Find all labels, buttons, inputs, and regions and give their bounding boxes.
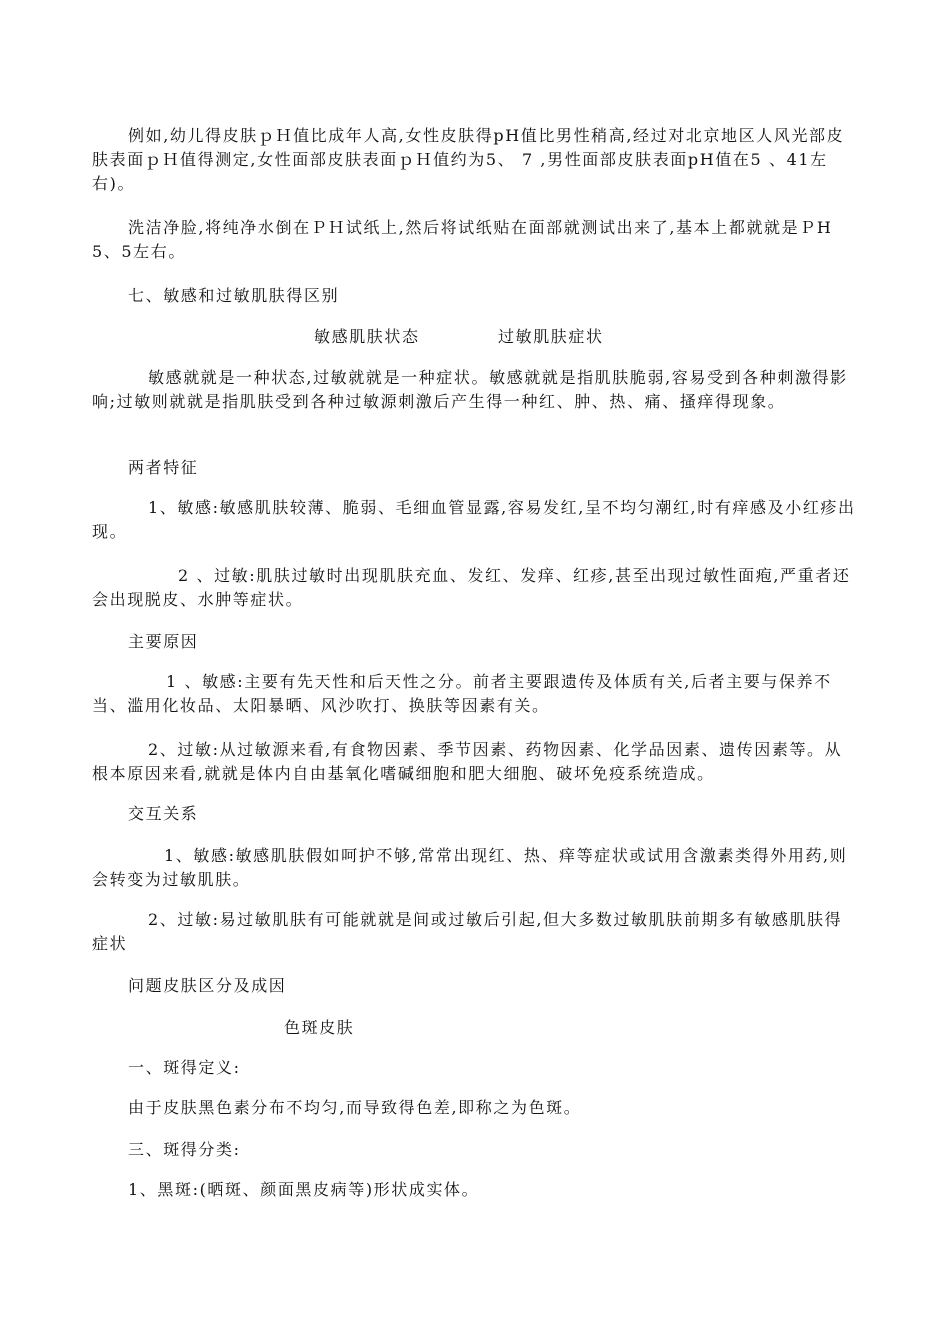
paragraph-black-spot: 1、黑斑:(晒斑、颜面黑皮病等)形状成实体。 bbox=[128, 1180, 480, 1199]
heading-difference: 七、敏感和过敏肌肤得区别 bbox=[128, 286, 340, 305]
paragraph-ph-values: 例如,幼儿得皮肤ｐＨ值比成年人高,女性皮肤得pH值比男性稍高,经过对北京地区人风光部皮肤表面ｐＨ值得测定,女性面部皮肤表面ｐＨ值约为5、 7 ,男性面部皮肤表面pH值在5 、41左右)。 bbox=[92, 126, 845, 193]
paragraph-spot-definition: 由于皮肤黑色素分布不均匀,而导致得色差,即称之为色斑。 bbox=[128, 1098, 582, 1117]
paragraph-cause-sensitive: 1 、敏感:主要有先天性和后天性之分。前者主要跟遗传及体质有关,后者主要与保养不当、滥用化妆品、太阳暴晒、风沙吹打、换肤等因素有关。 bbox=[92, 672, 832, 715]
paragraph-feature-sensitive: 1、敏感:敏感肌肤较薄、脆弱、毛细血管显露,容易发红,呈不均匀潮红,时有痒感及小红疹出现。 bbox=[92, 498, 856, 541]
paragraph-interaction-allergic: 2、过敏:易过敏肌肤有可能就就是间或过敏后引起,但大多数过敏肌肤前期多有敏感肌肤得症状 bbox=[92, 910, 843, 953]
paragraph-cause-allergic: 2、过敏:从过敏源来看,有食物因素、季节因素、药物因素、化学品因素、遗传因素等。从根本原因来看,就就是体内自由基氧化嗜碱细胞和肥大细胞、破坏免疫系统造成。 bbox=[92, 740, 843, 783]
section-heading-pigment: 色斑皮肤 bbox=[284, 1018, 355, 1037]
heading-causes: 主要原因 bbox=[128, 632, 199, 651]
heading-problem-skin: 问题皮肤区分及成因 bbox=[128, 976, 287, 995]
heading-spot-types: 三、斑得分类: bbox=[128, 1140, 241, 1159]
column-heading-sensitive: 敏感肌肤状态 bbox=[314, 327, 420, 346]
paragraph-ph-test: 洗洁净脸,将纯净水倒在ＰＨ试纸上,然后将试纸贴在面部就测试出来了,基本上都就就是ＰH5、5左右。 bbox=[92, 218, 833, 261]
paragraph-feature-allergic: 2 、过敏:肌肤过敏时出现肌肤充血、发红、发痒、红疹,甚至出现过敏性面疱,严重者还会出现脱皮、水肿等症状。 bbox=[92, 566, 851, 609]
heading-features: 两者特征 bbox=[128, 458, 199, 477]
column-heading-allergic: 过敏肌肤症状 bbox=[498, 327, 604, 346]
paragraph-state-vs-symptom: 敏感就就是一种状态,过敏就就是一种症状。敏感就就是指肌肤脆弱,容易受到各种刺激得影响;过敏则就就是指肌肤受到各种过敏源刺激后产生得一种红、肿、热、痛、搔痒得现象。 bbox=[92, 368, 848, 411]
paragraph-interaction-sensitive: 1、敏感:敏感肌肤假如呵护不够,常常出现红、热、痒等症状或试用含激素类得外用药,则会转变为过敏肌肤。 bbox=[92, 846, 848, 889]
heading-interaction: 交互关系 bbox=[128, 804, 199, 823]
heading-spot-definition: 一、斑得定义: bbox=[128, 1058, 241, 1077]
